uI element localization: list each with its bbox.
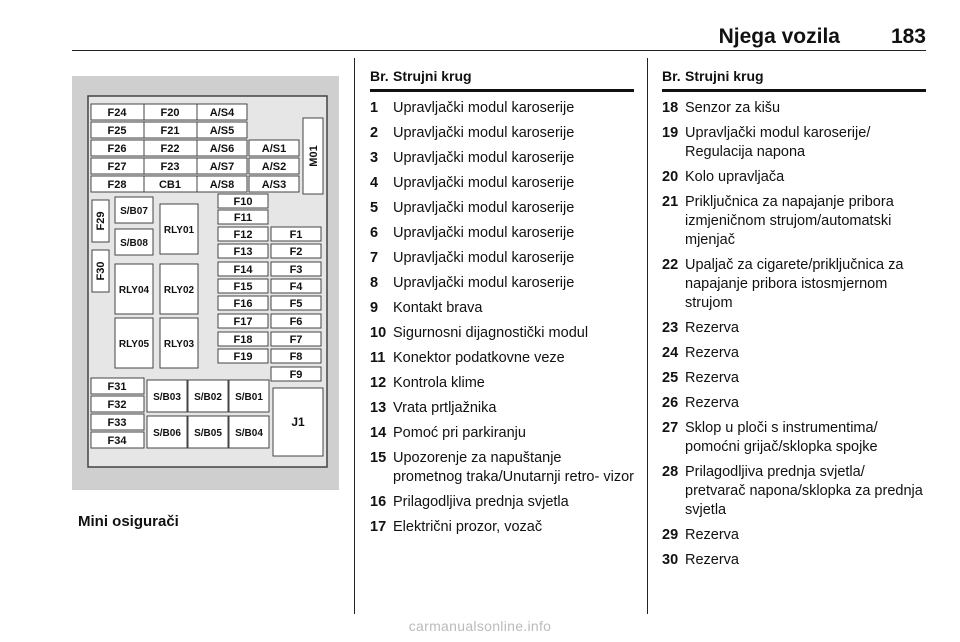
row-circuit: Konektor podatkovne veze xyxy=(393,350,565,366)
fuse-label: F8 xyxy=(289,351,303,363)
fuse-label: F22 xyxy=(160,143,180,155)
row-circuit: Priključnica za napajanje pribora izmjeničnom strujom/automatski mjenjač xyxy=(685,194,894,248)
fuse-label: F31 xyxy=(107,381,127,393)
fuse-label: S/B06 xyxy=(153,428,181,439)
fuse-label: F26 xyxy=(107,143,127,155)
column-divider xyxy=(354,58,355,614)
row-circuit: Sigurnosni dijagnostički modul xyxy=(393,325,589,341)
fuse-label: F24 xyxy=(107,107,127,119)
header-no: Br. xyxy=(662,68,681,84)
row-number: 2 xyxy=(370,125,379,141)
fuse-label: F19 xyxy=(233,351,253,363)
fuse-label: F34 xyxy=(107,435,127,447)
row-number: 29 xyxy=(662,527,679,543)
header-no: Br. xyxy=(370,68,389,84)
fuse-label: F5 xyxy=(289,298,303,310)
row-number: 10 xyxy=(370,325,387,341)
figure-caption: Mini osigurači xyxy=(78,513,179,530)
row-circuit: Rezerva xyxy=(685,552,739,568)
row-number: 9 xyxy=(370,300,379,316)
fuse-label: RLY02 xyxy=(163,285,195,296)
fuse-label: S/B04 xyxy=(235,428,263,439)
row-circuit: Upravljački modul karoserije xyxy=(393,275,575,291)
table-row xyxy=(370,346,634,371)
fuse-label: CB1 xyxy=(158,179,182,191)
row-circuit: Rezerva xyxy=(685,320,739,336)
row-circuit: Rezerva xyxy=(685,370,739,386)
fuse-label: RLY05 xyxy=(118,339,150,350)
row-number: 15 xyxy=(370,450,387,466)
table-row xyxy=(370,96,634,121)
fuse-label: RLY01 xyxy=(163,225,195,236)
fuse-label: F10 xyxy=(233,196,253,208)
fuse-label: F1 xyxy=(289,229,303,241)
watermark: carmanualsonline.info xyxy=(408,618,552,634)
fuse-label: A/S6 xyxy=(209,143,235,155)
fuse-box-diagram xyxy=(72,76,339,490)
fuse-label: F7 xyxy=(289,334,303,346)
row-number: 28 xyxy=(662,464,679,480)
table-row xyxy=(370,146,634,171)
table-row xyxy=(370,221,634,246)
fuse-label: F21 xyxy=(160,125,180,137)
row-circuit: Rezerva xyxy=(685,395,739,411)
fuse-label: F17 xyxy=(233,316,253,328)
fuse-label: A/S4 xyxy=(209,107,235,119)
fuse-label: RLY03 xyxy=(163,339,195,350)
table-row xyxy=(370,271,634,296)
row-circuit: Upravljački modul karoserije xyxy=(393,125,575,141)
table-header xyxy=(662,68,926,92)
table-row xyxy=(662,548,926,573)
table-row xyxy=(370,296,634,321)
row-number: 22 xyxy=(662,257,679,273)
row-circuit: Prilagodljiva prednja svjetla/ pretvarač napona/sklopka za prednja svjetla xyxy=(685,464,923,518)
row-number: 7 xyxy=(370,250,379,266)
row-circuit: Prilagodljiva prednja svjetla xyxy=(393,494,569,510)
row-circuit: Senzor za kišu xyxy=(685,100,781,116)
row-circuit: Upravljački modul karoserije/ Regulacija napona xyxy=(685,125,871,160)
fuse-label: S/B07 xyxy=(120,206,148,217)
row-circuit: Električni prozor, vozač xyxy=(393,519,543,535)
table-row xyxy=(370,321,634,346)
header-rule xyxy=(72,50,926,51)
table-header xyxy=(370,68,634,92)
fuse-label: F30 xyxy=(95,261,107,281)
table-row xyxy=(662,253,926,316)
fuse-label: F4 xyxy=(289,281,303,293)
table-row xyxy=(370,196,634,221)
fuse-label: A/S8 xyxy=(209,179,235,191)
row-number: 14 xyxy=(370,425,387,441)
fuse-label: J1 xyxy=(291,415,305,429)
fuse-label: F3 xyxy=(289,264,303,276)
row-number: 1 xyxy=(370,100,379,116)
row-number: 3 xyxy=(370,150,379,166)
fuse-table-right xyxy=(662,68,926,573)
row-circuit: Upravljački modul karoserije xyxy=(393,100,575,116)
fuse-label: F2 xyxy=(289,246,303,258)
fuse-label: F32 xyxy=(107,399,127,411)
row-circuit: Upravljački modul karoserije xyxy=(393,150,575,166)
fuse-label: F6 xyxy=(289,316,303,328)
fuse-label: F25 xyxy=(107,125,127,137)
fuse-label: RLY04 xyxy=(118,285,150,296)
row-circuit: Upozorenje za napuštanje prometnog traka/Unutarnji retro- vizor xyxy=(393,450,634,485)
fuse-label: F14 xyxy=(233,264,253,276)
fuse-label: A/S7 xyxy=(209,161,235,173)
fuse-label: F15 xyxy=(233,281,253,293)
row-circuit: Sklop u ploči s instrumentima/ pomoćni grijač/sklopka spojke xyxy=(685,420,878,455)
fuse-table-middle xyxy=(370,68,634,540)
row-circuit: Kontakt brava xyxy=(393,300,483,316)
fuse-label: S/B05 xyxy=(194,428,222,439)
table-row xyxy=(662,391,926,416)
fuse-label: F9 xyxy=(289,369,303,381)
fuse-label: F33 xyxy=(107,417,127,429)
fuse-label: S/B08 xyxy=(120,238,148,249)
fuse-label: F11 xyxy=(233,212,253,224)
table-row xyxy=(370,171,634,196)
table-row xyxy=(370,490,634,515)
fuse-label: F23 xyxy=(160,161,180,173)
table-row xyxy=(370,121,634,146)
table-row xyxy=(662,316,926,341)
table-row xyxy=(662,190,926,253)
fuse-label: F16 xyxy=(233,298,253,310)
table-row xyxy=(662,416,926,460)
row-number: 30 xyxy=(662,552,679,568)
table-row xyxy=(370,371,634,396)
row-circuit: Vrata prtljažnika xyxy=(393,400,497,416)
row-circuit: Rezerva xyxy=(685,345,739,361)
table-row xyxy=(370,396,634,421)
row-number: 24 xyxy=(662,345,679,361)
row-number: 20 xyxy=(662,169,679,185)
table-row xyxy=(662,460,926,523)
table-row xyxy=(370,446,634,490)
row-circuit: Upravljački modul karoserije xyxy=(393,225,575,241)
row-number: 12 xyxy=(370,375,387,391)
column-divider xyxy=(647,58,648,614)
row-number: 13 xyxy=(370,400,387,416)
row-circuit: Pomoć pri parkiranju xyxy=(393,425,526,441)
row-number: 4 xyxy=(370,175,379,191)
table-row xyxy=(370,515,634,540)
fuse-label: S/B01 xyxy=(235,392,263,403)
row-circuit: Kontrola klime xyxy=(393,375,485,391)
table-row xyxy=(662,341,926,366)
row-number: 11 xyxy=(370,350,386,366)
row-number: 6 xyxy=(370,225,379,241)
table-row xyxy=(370,246,634,271)
row-circuit: Upravljački modul karoserije xyxy=(393,250,575,266)
table-row xyxy=(370,421,634,446)
header-circuit: Strujni krug xyxy=(393,68,472,84)
row-number: 21 xyxy=(662,194,679,210)
fuse-label: A/S5 xyxy=(209,125,235,137)
row-number: 26 xyxy=(662,395,679,411)
fuse-label: F18 xyxy=(233,334,253,346)
table-row xyxy=(662,366,926,391)
fuse-label: S/B03 xyxy=(153,392,181,403)
fuse-label: F13 xyxy=(233,246,253,258)
row-number: 25 xyxy=(662,370,679,386)
fuse-label: A/S3 xyxy=(261,179,287,191)
fuse-label: F12 xyxy=(233,229,253,241)
fuse-label: F27 xyxy=(107,161,127,173)
table-row xyxy=(662,121,926,165)
fuse-label: F20 xyxy=(160,107,180,119)
fuse-label: A/S1 xyxy=(261,143,287,155)
header-circuit: Strujni krug xyxy=(685,68,764,84)
page-title: Njega vozila xyxy=(718,25,840,48)
row-number: 27 xyxy=(662,420,679,436)
row-circuit: Upravljački modul karoserije xyxy=(393,175,575,191)
row-number: 8 xyxy=(370,275,379,291)
fuse-label: S/B02 xyxy=(194,392,222,403)
row-circuit: Kolo upravljača xyxy=(685,169,785,185)
table-row xyxy=(662,523,926,548)
table-row xyxy=(662,96,926,121)
row-number: 23 xyxy=(662,320,679,336)
row-number: 19 xyxy=(662,125,679,141)
fuse-label: F29 xyxy=(95,211,107,231)
row-circuit: Upaljač za cigarete/priključnica za napajanje pribora istosmjernom strujom xyxy=(685,257,904,311)
row-number: 5 xyxy=(370,200,379,216)
row-circuit: Upravljački modul karoserije xyxy=(393,200,575,216)
row-number: 16 xyxy=(370,494,387,510)
row-number: 17 xyxy=(370,519,387,535)
fuse-label: F28 xyxy=(107,179,127,191)
fuse-label: A/S2 xyxy=(261,161,287,173)
row-circuit: Rezerva xyxy=(685,527,739,543)
page-number: 183 xyxy=(890,25,926,48)
row-number: 18 xyxy=(662,100,679,116)
table-row xyxy=(662,165,926,190)
fuse-label: M01 xyxy=(308,145,320,167)
